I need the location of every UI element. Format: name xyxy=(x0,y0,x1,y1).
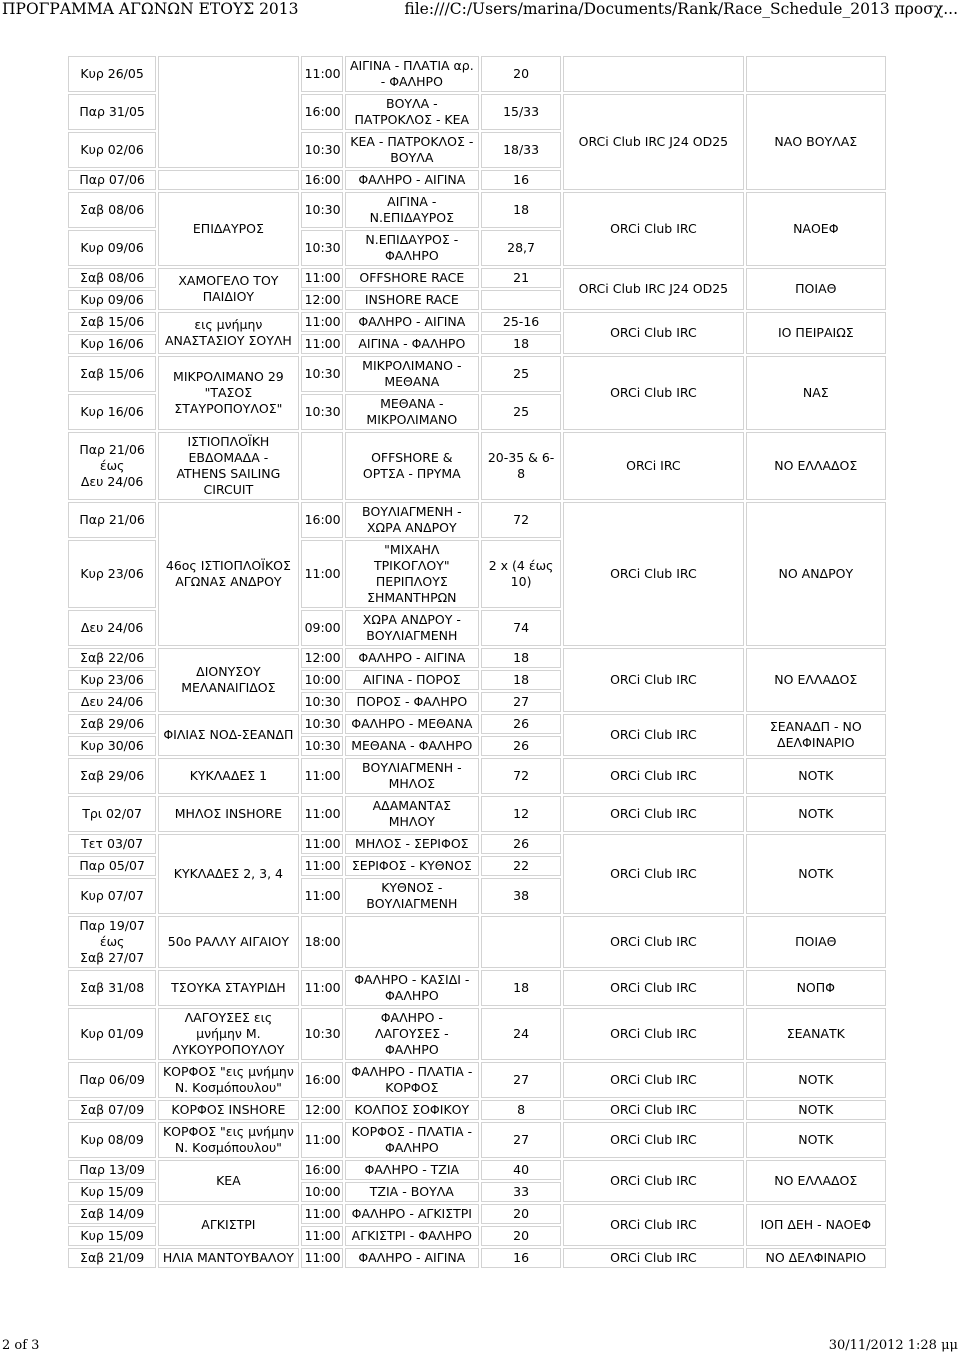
distance-cell xyxy=(481,916,561,968)
distance-cell: 72 xyxy=(481,758,561,794)
distance-cell: 8 xyxy=(481,1100,561,1120)
race-date-cell: Κυρ 02/06 xyxy=(68,132,156,168)
event-name-cell: ΚΟΡΦΟΣ "εις μνήμην Ν. Κοσμόπουλου" xyxy=(158,1062,298,1098)
organizer-club-cell: ΠΟΙΑΘ xyxy=(746,916,886,968)
event-name-cell xyxy=(158,56,298,168)
event-name-cell: εις μνήμην ΑΝΑΣΤΑΣΙΟΥ ΣΟΥΛΗ xyxy=(158,312,298,354)
race-date-cell: Σαβ 08/06 xyxy=(68,192,156,228)
race-route-cell: "ΜΙΧΑΗΛ ΤΡΙΚΟΓΛΟΥ" ΠΕΡΙΠΛΟΥΣ ΣΗΜΑΝΤΗΡΩΝ xyxy=(345,540,479,608)
class-cell: ORCi IRC xyxy=(563,432,743,500)
class-cell: ORCi Club IRC xyxy=(563,970,743,1006)
distance-cell: 20 xyxy=(481,56,561,92)
distance-cell: 22 xyxy=(481,856,561,876)
schedule-row xyxy=(68,502,886,538)
race-date-cell: Σαβ 15/06 xyxy=(68,356,156,392)
start-time-cell: 10:30 xyxy=(301,692,343,712)
start-time-cell: 11:00 xyxy=(301,796,343,832)
race-date-cell: Κυρ 16/06 xyxy=(68,334,156,354)
organizer-club-cell: ΝΟ ΑΝΔΡΟΥ xyxy=(746,502,886,646)
distance-cell: 18 xyxy=(481,192,561,228)
race-date-cell: Παρ 19/07 έως Σαβ 27/07 xyxy=(68,916,156,968)
print-footer-datetime: 30/11/2012 1:28 μμ xyxy=(828,1338,958,1353)
organizer-club-cell: ΝΟ ΕΛΛΑΔΟΣ xyxy=(746,648,886,712)
start-time-cell: 12:00 xyxy=(301,1100,343,1120)
race-date-cell: Κυρ 15/09 xyxy=(68,1226,156,1246)
start-time-cell: 10:00 xyxy=(301,1182,343,1202)
race-date-cell: Παρ 21/06 xyxy=(68,502,156,538)
race-route-cell: ΜΗΛΟΣ - ΣΕΡΙΦΟΣ xyxy=(345,834,479,854)
race-date-cell: Παρ 21/06 έως Δευ 24/06 xyxy=(68,432,156,500)
schedule-row xyxy=(68,834,886,854)
schedule-row xyxy=(68,356,886,392)
race-date-cell: Κυρ 15/09 xyxy=(68,1182,156,1202)
race-date-cell: Κυρ 16/06 xyxy=(68,394,156,430)
event-name-cell: ΦΙΛΙΑΣ ΝΟΔ-ΣΕΑΝΔΠ xyxy=(158,714,298,756)
organizer-club-cell: ΝΟΤΚ xyxy=(746,796,886,832)
distance-cell: 74 xyxy=(481,610,561,646)
start-time-cell: 10:30 xyxy=(301,1008,343,1060)
event-name-cell: ΚΟΡΦΟΣ "εις μνήμην Ν. Κοσμόπουλου" xyxy=(158,1122,298,1158)
race-date-cell: Δευ 24/06 xyxy=(68,692,156,712)
distance-cell: 27 xyxy=(481,1122,561,1158)
race-route-cell: ΦΑΛΗΡΟ - ΑΙΓΙΝΑ xyxy=(345,312,479,332)
race-date-cell: Σαβ 08/06 xyxy=(68,268,156,288)
event-name-cell: 46ος ΙΣΤΙΟΠΛΟΪΚΟΣ ΑΓΩΝΑΣ ΑΝΔΡΟΥ xyxy=(158,502,298,646)
class-cell: ORCi Club IRC xyxy=(563,796,743,832)
schedule-row xyxy=(68,714,886,734)
distance-cell: 25 xyxy=(481,356,561,392)
organizer-club-cell: ΝΑΟ ΒΟΥΛΑΣ xyxy=(746,94,886,190)
race-date-cell: Κυρ 01/09 xyxy=(68,1008,156,1060)
race-date-cell: Τετ 03/07 xyxy=(68,834,156,854)
race-date-cell: Σαβ 29/06 xyxy=(68,714,156,734)
class-cell: ORCi Club IRC xyxy=(563,714,743,756)
race-route-cell: Ν.ΕΠΙΔΑΥΡΟΣ - ΦΑΛΗΡΟ xyxy=(345,230,479,266)
event-name-cell: ΚΟΡΦΟΣ INSHORE xyxy=(158,1100,298,1120)
event-name-cell: ΜΗΛΟΣ INSHORE xyxy=(158,796,298,832)
schedule-row xyxy=(68,1248,886,1268)
schedule-row xyxy=(68,648,886,668)
race-date-cell: Κυρ 23/06 xyxy=(68,540,156,608)
event-name-cell: ΤΣΟΥΚΑ ΣΤΑΥΡΙΔΗ xyxy=(158,970,298,1006)
distance-cell: 26 xyxy=(481,834,561,854)
race-date-cell: Σαβ 29/06 xyxy=(68,758,156,794)
class-cell: ORCi Club IRC xyxy=(563,648,743,712)
distance-cell: 16 xyxy=(481,1248,561,1268)
distance-cell: 18/33 xyxy=(481,132,561,168)
distance-cell: 24 xyxy=(481,1008,561,1060)
race-route-cell: ΑΔΑΜΑΝΤΑΣ ΜΗΛΟΥ xyxy=(345,796,479,832)
start-time-cell: 10:30 xyxy=(301,230,343,266)
start-time-cell: 10:30 xyxy=(301,356,343,392)
race-route-cell: INSHORE RACE xyxy=(345,290,479,310)
event-name-cell: ΗΛΙΑ ΜΑΝΤΟΥΒΑΛΟΥ xyxy=(158,1248,298,1268)
race-route-cell: ΦΑΛΗΡΟ - ΑΙΓΙΝΑ xyxy=(345,170,479,190)
distance-cell: 2 x (4 έως 10) xyxy=(481,540,561,608)
start-time-cell: 11:00 xyxy=(301,312,343,332)
start-time-cell: 16:00 xyxy=(301,170,343,190)
distance-cell: 26 xyxy=(481,714,561,734)
distance-cell: 72 xyxy=(481,502,561,538)
schedule-row xyxy=(68,1122,886,1158)
schedule-row xyxy=(68,1008,886,1060)
organizer-club-cell: ΙΟΠ ΔΕΗ - ΝΑΟΕΦ xyxy=(746,1204,886,1246)
race-route-cell: ΠΟΡΟΣ - ΦΑΛΗΡΟ xyxy=(345,692,479,712)
distance-cell: 33 xyxy=(481,1182,561,1202)
race-date-cell: Παρ 05/07 xyxy=(68,856,156,876)
race-date-cell: Κυρ 09/06 xyxy=(68,290,156,310)
race-route-cell: ΑΙΓΙΝΑ - ΠΟΡΟΣ xyxy=(345,670,479,690)
organizer-club-cell: ΠΟΙΑΘ xyxy=(746,268,886,310)
race-route-cell: ΦΑΛΗΡΟ - ΑΙΓΙΝΑ xyxy=(345,648,479,668)
start-time-cell: 16:00 xyxy=(301,94,343,130)
start-time-cell: 11:00 xyxy=(301,970,343,1006)
schedule-row xyxy=(68,758,886,794)
distance-cell: 25 xyxy=(481,394,561,430)
schedule-row xyxy=(68,916,886,968)
race-route-cell: ΦΑΛΗΡΟ - ΑΓΚΙΣΤΡΙ xyxy=(345,1204,479,1224)
start-time-cell: 18:00 xyxy=(301,916,343,968)
start-time-cell: 11:00 xyxy=(301,268,343,288)
event-name-cell: ΜΙΚΡΟΛΙΜΑΝΟ 29 "ΤΑΣΟΣ ΣΤΑΥΡΟΠΟΥΛΟΣ" xyxy=(158,356,298,430)
schedule-row xyxy=(68,796,886,832)
race-route-cell: ΑΙΓΙΝΑ - ΠΛΑΤΙΑ αρ. - ΦΑΛΗΡΟ xyxy=(345,56,479,92)
distance-cell: 15/33 xyxy=(481,94,561,130)
class-cell: ORCi Club IRC xyxy=(563,1122,743,1158)
start-time-cell: 11:00 xyxy=(301,834,343,854)
race-route-cell: ΒΟΥΛΙΑΓΜΕΝΗ - ΧΩΡΑ ΑΝΔΡΟΥ xyxy=(345,502,479,538)
distance-cell: 20 xyxy=(481,1226,561,1246)
event-name-cell: ΔΙΟΝΥΣΟΥ ΜΕΛΑΝΑΙΓΙΔΟΣ xyxy=(158,648,298,712)
event-name-cell: ΚΥΚΛΑΔΕΣ 2, 3, 4 xyxy=(158,834,298,914)
organizer-club-cell: ΝΟΤΚ xyxy=(746,758,886,794)
print-footer-page: 2 of 3 xyxy=(2,1338,40,1353)
organizer-club-cell: ΙΟ ΠΕΙΡΑΙΩΣ xyxy=(746,312,886,354)
start-time-cell: 10:30 xyxy=(301,132,343,168)
start-time-cell: 10:30 xyxy=(301,192,343,228)
class-cell: ORCi Club IRC xyxy=(563,1062,743,1098)
start-time-cell: 11:00 xyxy=(301,1248,343,1268)
start-time-cell: 11:00 xyxy=(301,1204,343,1224)
race-date-cell: Δευ 24/06 xyxy=(68,610,156,646)
class-cell: ORCi Club IRC xyxy=(563,1160,743,1202)
schedule-row xyxy=(68,192,886,228)
race-route-cell: ΚΕΑ - ΠΑΤΡΟΚΛΟΣ - ΒΟΥΛΑ xyxy=(345,132,479,168)
distance-cell: 18 xyxy=(481,970,561,1006)
race-date-cell: Κυρ 23/06 xyxy=(68,670,156,690)
race-date-cell: Σαβ 07/09 xyxy=(68,1100,156,1120)
race-route-cell: ΦΑΛΗΡΟ - ΠΛΑΤΙΑ - ΚΟΡΦΟΣ xyxy=(345,1062,479,1098)
race-date-cell: Κυρ 07/07 xyxy=(68,878,156,914)
start-time-cell: 12:00 xyxy=(301,648,343,668)
race-route-cell: ΒΟΥΛΑ - ΠΑΤΡΟΚΛΟΣ - ΚΕΑ xyxy=(345,94,479,130)
organizer-club-cell xyxy=(746,56,886,92)
distance-cell: 18 xyxy=(481,648,561,668)
race-route-cell: ΚΥΘΝΟΣ - ΒΟΥΛΙΑΓΜΕΝΗ xyxy=(345,878,479,914)
distance-cell: 20 xyxy=(481,1204,561,1224)
event-name-cell: ΑΓΚΙΣΤΡΙ xyxy=(158,1204,298,1246)
race-date-cell: Σαβ 22/06 xyxy=(68,648,156,668)
race-date-cell: Κυρ 26/05 xyxy=(68,56,156,92)
start-time-cell: 11:00 xyxy=(301,334,343,354)
start-time-cell: 16:00 xyxy=(301,1160,343,1180)
organizer-club-cell: ΝΑΟΕΦ xyxy=(746,192,886,266)
race-route-cell: ΦΑΛΗΡΟ - ΜΕΘΑΝΑ xyxy=(345,714,479,734)
schedule-row xyxy=(68,1100,886,1120)
distance-cell: 25-16 xyxy=(481,312,561,332)
class-cell: ORCi Club IRC xyxy=(563,356,743,430)
race-date-cell: Παρ 07/06 xyxy=(68,170,156,190)
distance-cell: 27 xyxy=(481,1062,561,1098)
schedule-row xyxy=(68,312,886,332)
event-name-cell: ΙΣΤΙΟΠΛΟΪΚΗ ΕΒΔΟΜΑΔΑ - ATHENS SAILING CIRCUIT xyxy=(158,432,298,500)
distance-cell: 28,7 xyxy=(481,230,561,266)
schedule-row xyxy=(68,970,886,1006)
class-cell: ORCi Club IRC xyxy=(563,916,743,968)
race-schedule-table xyxy=(66,54,888,1270)
race-route-cell: ΚΟΛΠΟΣ ΣΟΦΙΚΟΥ xyxy=(345,1100,479,1120)
schedule-row xyxy=(68,1062,886,1098)
organizer-club-cell: ΝΟΤΚ xyxy=(746,1122,886,1158)
class-cell: ORCi Club IRC xyxy=(563,1204,743,1246)
start-time-cell: 16:00 xyxy=(301,1062,343,1098)
start-time-cell xyxy=(301,432,343,500)
race-route-cell: ΜΙΚΡΟΛΙΜΑΝΟ - ΜΕΘΑΝΑ xyxy=(345,356,479,392)
class-cell: ORCi Club IRC xyxy=(563,502,743,646)
distance-cell: 20-35 & 6-8 xyxy=(481,432,561,500)
start-time-cell: 11:00 xyxy=(301,56,343,92)
race-route-cell: ΑΙΓΙΝΑ - Ν.ΕΠΙΔΑΥΡΟΣ xyxy=(345,192,479,228)
organizer-club-cell: ΝΟ ΕΛΛΑΔΟΣ xyxy=(746,432,886,500)
race-date-cell: Παρ 06/09 xyxy=(68,1062,156,1098)
event-name-cell: 50ο ΡΑΛΛΥ ΑΙΓΑΙΟΥ xyxy=(158,916,298,968)
organizer-club-cell: ΝΟΠΦ xyxy=(746,970,886,1006)
start-time-cell: 16:00 xyxy=(301,502,343,538)
organizer-club-cell: ΝΟ ΔΕΛΦΙΝΑΡΙΟ xyxy=(746,1248,886,1268)
race-route-cell: ΒΟΥΛΙΑΓΜΕΝΗ - ΜΗΛΟΣ xyxy=(345,758,479,794)
distance-cell xyxy=(481,290,561,310)
race-date-cell: Τρι 02/07 xyxy=(68,796,156,832)
class-cell xyxy=(563,56,743,92)
race-date-cell: Σαβ 21/09 xyxy=(68,1248,156,1268)
start-time-cell: 11:00 xyxy=(301,1226,343,1246)
start-time-cell: 11:00 xyxy=(301,758,343,794)
schedule-row xyxy=(68,432,886,500)
start-time-cell: 10:30 xyxy=(301,714,343,734)
distance-cell: 40 xyxy=(481,1160,561,1180)
distance-cell: 21 xyxy=(481,268,561,288)
organizer-club-cell: ΝΑΣ xyxy=(746,356,886,430)
start-time-cell: 12:00 xyxy=(301,290,343,310)
race-date-cell: Σαβ 14/09 xyxy=(68,1204,156,1224)
race-date-cell: Κυρ 09/06 xyxy=(68,230,156,266)
distance-cell: 18 xyxy=(481,334,561,354)
schedule-row xyxy=(68,268,886,288)
race-route-cell: OFFSHORE & ΟΡΤΣΑ - ΠΡΥΜΑ xyxy=(345,432,479,500)
distance-cell: 18 xyxy=(481,670,561,690)
print-header-url: file:///C:/Users/marina/Documents/Rank/Race_Schedule_2013 προσχ... xyxy=(404,0,958,18)
organizer-club-cell: ΣΕΑΝΑΔΠ - ΝΟ ΔΕΛΦΙΝΑΡΙΟ xyxy=(746,714,886,756)
race-route-cell: ΤΖΙΑ - ΒΟΥΛΑ xyxy=(345,1182,479,1202)
class-cell: ORCi Club IRC xyxy=(563,834,743,914)
start-time-cell: 11:00 xyxy=(301,540,343,608)
start-time-cell: 11:00 xyxy=(301,878,343,914)
event-name-cell: ΧΑΜΟΓΕΛΟ ΤΟΥ ΠΑΙΔΙΟΥ xyxy=(158,268,298,310)
race-route-cell: ΦΑΛΗΡΟ - ΚΑΣΙΔΙ - ΦΑΛΗΡΟ xyxy=(345,970,479,1006)
schedule-row xyxy=(68,1204,886,1224)
class-cell: ORCi Club IRC xyxy=(563,1100,743,1120)
race-route-cell: ΑΙΓΙΝΑ - ΦΑΛΗΡΟ xyxy=(345,334,479,354)
schedule-row xyxy=(68,56,886,92)
distance-cell: 12 xyxy=(481,796,561,832)
start-time-cell: 09:00 xyxy=(301,610,343,646)
race-route-cell: ΜΕΘΑΝΑ - ΜΙΚΡΟΛΙΜΑΝΟ xyxy=(345,394,479,430)
start-time-cell: 10:30 xyxy=(301,394,343,430)
organizer-club-cell: ΣΕΑΝΑΤΚ xyxy=(746,1008,886,1060)
class-cell: ORCi Club IRC J24 OD25 xyxy=(563,94,743,190)
start-time-cell: 11:00 xyxy=(301,856,343,876)
race-route-cell: ΧΩΡΑ ΑΝΔΡΟΥ - ΒΟΥΛΙΑΓΜΕΝΗ xyxy=(345,610,479,646)
race-route-cell: OFFSHORE RACE xyxy=(345,268,479,288)
distance-cell: 38 xyxy=(481,878,561,914)
race-date-cell: Παρ 13/09 xyxy=(68,1160,156,1180)
race-date-cell: Κυρ 30/06 xyxy=(68,736,156,756)
race-date-cell: Σαβ 15/06 xyxy=(68,312,156,332)
race-route-cell xyxy=(345,916,479,968)
distance-cell: 26 xyxy=(481,736,561,756)
print-header-title: ΠΡΟΓΡΑΜΜΑ ΑΓΩΝΩΝ ΕΤΟΥΣ 2013 xyxy=(2,0,299,18)
organizer-club-cell: ΝΟΤΚ xyxy=(746,1062,886,1098)
event-name-cell: ΛΑΓΟΥΣΕΣ εις μνήμην Μ. ΛΥΚΟΥΡΟΠΟΥΛΟΥ xyxy=(158,1008,298,1060)
organizer-club-cell: ΝΟΤΚ xyxy=(746,1100,886,1120)
race-route-cell: ΣΕΡΙΦΟΣ - ΚΥΘΝΟΣ xyxy=(345,856,479,876)
distance-cell: 27 xyxy=(481,692,561,712)
organizer-club-cell: ΝΟΤΚ xyxy=(746,834,886,914)
race-route-cell: ΦΑΛΗΡΟ - ΛΑΓΟΥΣΕΣ - ΦΑΛΗΡΟ xyxy=(345,1008,479,1060)
event-name-cell: ΚΥΚΛΑΔΕΣ 1 xyxy=(158,758,298,794)
class-cell: ORCi Club IRC xyxy=(563,1008,743,1060)
class-cell: ORCi Club IRC xyxy=(563,758,743,794)
class-cell: ORCi Club IRC xyxy=(563,192,743,266)
class-cell: ORCi Club IRC xyxy=(563,1248,743,1268)
schedule-body xyxy=(68,56,886,1268)
event-name-cell: ΕΠΙΔΑΥΡΟΣ xyxy=(158,192,298,266)
race-date-cell: Παρ 31/05 xyxy=(68,94,156,130)
organizer-club-cell: ΝΟ ΕΛΛΑΔΟΣ xyxy=(746,1160,886,1202)
start-time-cell: 10:30 xyxy=(301,736,343,756)
class-cell: ORCi Club IRC J24 OD25 xyxy=(563,268,743,310)
event-name-cell: ΚΕΑ xyxy=(158,1160,298,1202)
race-route-cell: ΜΕΘΑΝΑ - ΦΑΛΗΡΟ xyxy=(345,736,479,756)
distance-cell: 16 xyxy=(481,170,561,190)
race-route-cell: ΦΑΛΗΡΟ - ΤΖΙΑ xyxy=(345,1160,479,1180)
class-cell: ORCi Club IRC xyxy=(563,312,743,354)
race-route-cell: ΚΟΡΦΟΣ - ΠΛΑΤΙΑ - ΦΑΛΗΡΟ xyxy=(345,1122,479,1158)
race-date-cell: Κυρ 08/09 xyxy=(68,1122,156,1158)
race-route-cell: ΦΑΛΗΡΟ - ΑΙΓΙΝΑ xyxy=(345,1248,479,1268)
event-name-cell xyxy=(158,170,298,190)
start-time-cell: 11:00 xyxy=(301,1122,343,1158)
start-time-cell: 10:00 xyxy=(301,670,343,690)
race-route-cell: ΑΓΚΙΣΤΡΙ - ΦΑΛΗΡΟ xyxy=(345,1226,479,1246)
schedule-row xyxy=(68,1160,886,1180)
race-date-cell: Σαβ 31/08 xyxy=(68,970,156,1006)
